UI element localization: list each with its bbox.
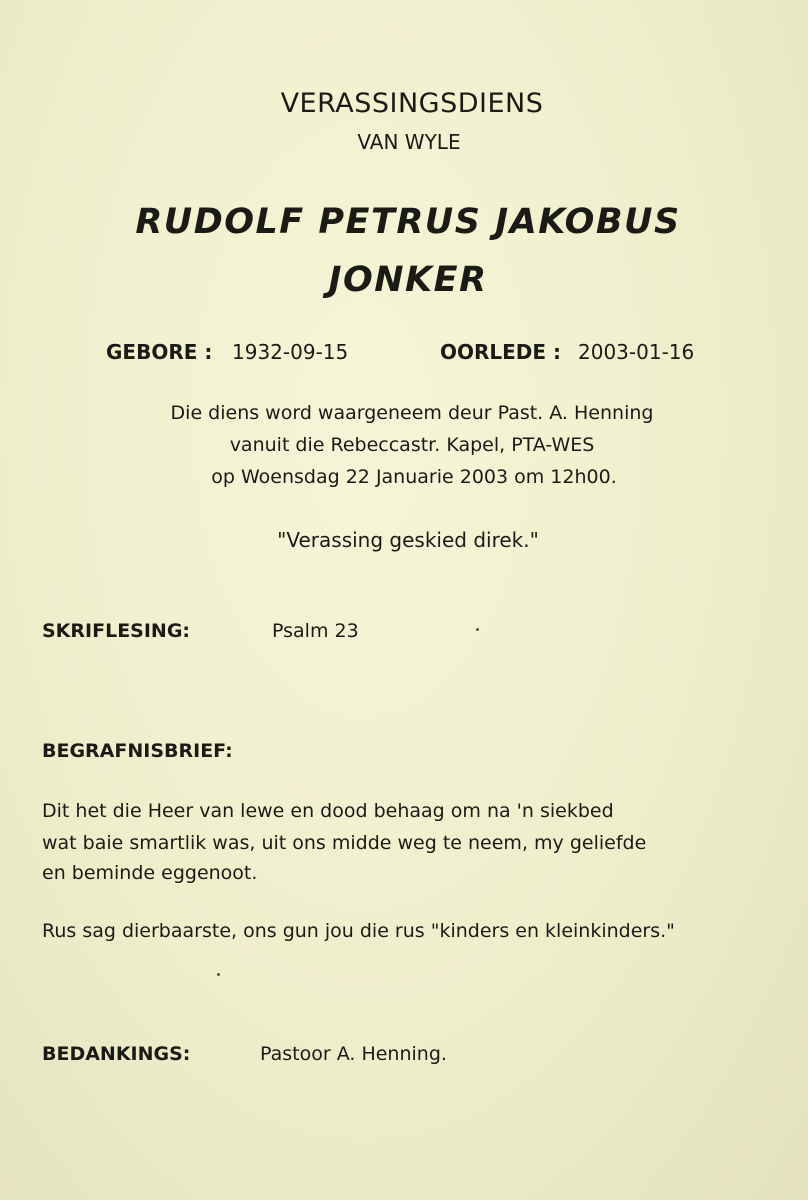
reading-value: Psalm 23	[272, 620, 359, 642]
letter-line: wat baie smartlik was, uit ons midde weg te neem, my geliefde	[42, 832, 647, 854]
service-info-line1: Die diens word waargeneem deur Past. A. Henning	[170, 402, 654, 424]
letter-label: BEGRAFNISBRIEF:	[42, 740, 233, 762]
service-info-line3: op Woensdag 22 Januarie 2003 om 12h00.	[211, 466, 617, 488]
letter-line: en beminde eggenoot.	[42, 862, 258, 884]
thanks-value: Pastoor A. Henning.	[260, 1043, 447, 1065]
reading-label: SKRIFLESING:	[42, 620, 191, 642]
service-info-line2: vanuit die Rebeccastr. Kapel, PTA-WES	[229, 434, 595, 456]
deceased-name-line2: JONKER	[328, 260, 488, 300]
died-date: 2003-01-16	[578, 340, 695, 364]
died-label: OORLEDE :	[440, 340, 562, 364]
born-label: GEBORE :	[106, 340, 213, 364]
paper-speck	[217, 973, 220, 976]
cremation-quote: "Verassing geskied direk."	[277, 528, 539, 552]
born-date: 1932-09-15	[232, 340, 349, 364]
document-subtitle: VAN WYLE	[357, 130, 461, 154]
document-title: VERASSINGSDIENS	[280, 88, 544, 119]
deceased-name-line1: RUDOLF PETRUS JAKOBUS	[135, 202, 681, 242]
letter-line: Dit het die Heer van lewe en dood behaag om na 'n siekbed	[42, 800, 614, 822]
paper-speck	[476, 628, 479, 631]
letter-line: Rus sag dierbaarste, ons gun jou die rus "kinders en kleinkinders."	[42, 920, 675, 942]
thanks-label: BEDANKINGS:	[42, 1043, 191, 1065]
